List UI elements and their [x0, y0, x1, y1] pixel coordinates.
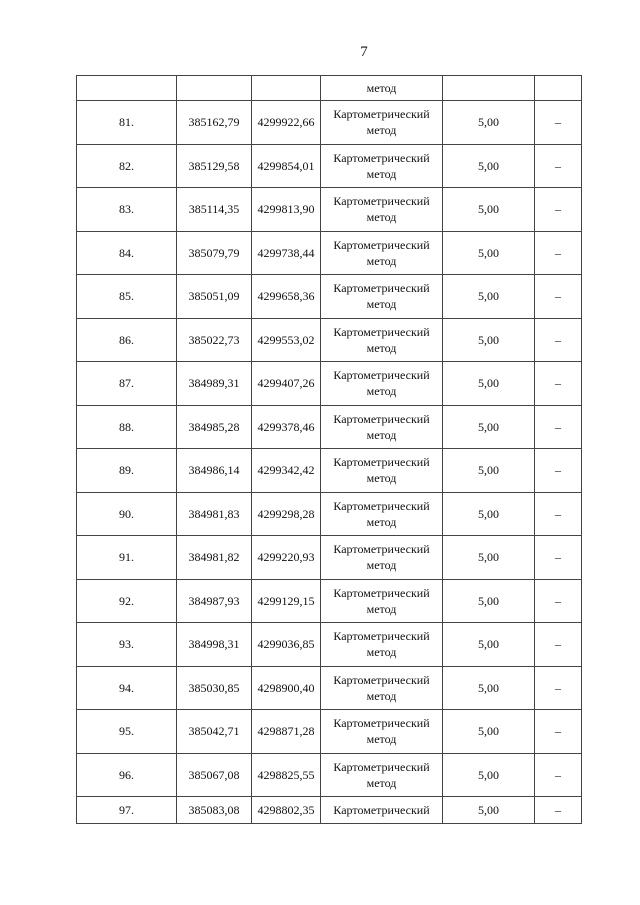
cell-x: 384981,82	[177, 536, 252, 580]
cell-number: 85.	[77, 275, 177, 319]
cell-x: 384987,93	[177, 579, 252, 623]
cell-accuracy: 5,00	[443, 579, 535, 623]
cell-number: 93.	[77, 623, 177, 667]
cell-method: Картометрический метод	[321, 492, 443, 536]
table-row	[77, 536, 582, 580]
cell-method: Картометрический метод	[321, 101, 443, 145]
cell-accuracy: 5,00	[443, 362, 535, 406]
cell-y: 4299738,44	[252, 231, 321, 275]
cell-note: –	[535, 449, 582, 493]
cell-y: 4299129,15	[252, 579, 321, 623]
cell-x: 385162,79	[177, 101, 252, 145]
cell-method: Картометрический метод	[321, 231, 443, 275]
cell-x: 384986,14	[177, 449, 252, 493]
table-row	[77, 666, 582, 710]
cell-x: 385129,58	[177, 144, 252, 188]
cell-number	[77, 76, 177, 101]
continuation-row	[77, 76, 582, 101]
table-row	[77, 188, 582, 232]
cell-note	[535, 76, 582, 101]
table-row	[77, 362, 582, 406]
cell-method: Картометрический метод	[321, 753, 443, 797]
table-row	[77, 623, 582, 667]
cell-y: 4298802,35	[252, 797, 321, 824]
cell-number: 90.	[77, 492, 177, 536]
cell-number: 89.	[77, 449, 177, 493]
coordinates-table	[76, 75, 582, 824]
cell-method: Картометрический метод	[321, 144, 443, 188]
cell-note: –	[535, 579, 582, 623]
table-row	[77, 101, 582, 145]
cell-y	[252, 76, 321, 101]
cell-accuracy: 5,00	[443, 623, 535, 667]
cell-accuracy: 5,00	[443, 666, 535, 710]
cell-y: 4299407,26	[252, 362, 321, 406]
cell-x: 385030,85	[177, 666, 252, 710]
cell-x: 385114,35	[177, 188, 252, 232]
cell-number: 95.	[77, 710, 177, 754]
cell-x: 384989,31	[177, 362, 252, 406]
cell-y: 4298825,55	[252, 753, 321, 797]
cell-x: 385083,08	[177, 797, 252, 824]
cell-x: 384981,83	[177, 492, 252, 536]
cell-note: –	[535, 275, 582, 319]
cell-x: 385051,09	[177, 275, 252, 319]
cell-accuracy: 5,00	[443, 405, 535, 449]
cell-x: 385042,71	[177, 710, 252, 754]
table-row	[77, 275, 582, 319]
page-number: 7	[360, 44, 368, 60]
cell-y: 4299036,85	[252, 623, 321, 667]
table-row	[77, 492, 582, 536]
table-row	[77, 710, 582, 754]
cell-note: –	[535, 144, 582, 188]
cell-accuracy: 5,00	[443, 275, 535, 319]
cell-accuracy: 5,00	[443, 449, 535, 493]
cell-accuracy: 5,00	[443, 231, 535, 275]
cell-note: –	[535, 101, 582, 145]
cell-note: –	[535, 492, 582, 536]
cell-accuracy: 5,00	[443, 101, 535, 145]
cell-y: 4299298,28	[252, 492, 321, 536]
cell-note: –	[535, 362, 582, 406]
cell-method: Картометрический метод	[321, 362, 443, 406]
table-row	[77, 318, 582, 362]
cell-method: Картометрический метод	[321, 536, 443, 580]
cell-y: 4299658,36	[252, 275, 321, 319]
cell-method: метод	[321, 76, 443, 101]
cell-note: –	[535, 536, 582, 580]
cell-number: 97.	[77, 797, 177, 824]
cell-note: –	[535, 231, 582, 275]
cell-y: 4299553,02	[252, 318, 321, 362]
cell-number: 83.	[77, 188, 177, 232]
table-row	[77, 797, 582, 824]
cell-accuracy: 5,00	[443, 710, 535, 754]
table-body	[77, 76, 582, 824]
cell-method: Картометрический метод	[321, 405, 443, 449]
cell-note: –	[535, 666, 582, 710]
cell-x: 385079,79	[177, 231, 252, 275]
table-row	[77, 144, 582, 188]
cell-note: –	[535, 623, 582, 667]
cell-note: –	[535, 318, 582, 362]
cell-number: 91.	[77, 536, 177, 580]
table-row	[77, 753, 582, 797]
cell-note: –	[535, 405, 582, 449]
cell-number: 94.	[77, 666, 177, 710]
cell-x: 384998,31	[177, 623, 252, 667]
cell-method: Картометрический метод	[321, 666, 443, 710]
cell-y: 4299378,46	[252, 405, 321, 449]
cell-method: Картометрический метод	[321, 623, 443, 667]
cell-y: 4299220,93	[252, 536, 321, 580]
cell-number: 81.	[77, 101, 177, 145]
cell-method: Картометрический метод	[321, 318, 443, 362]
cell-x: 385067,08	[177, 753, 252, 797]
cell-x: 385022,73	[177, 318, 252, 362]
cell-y: 4299813,90	[252, 188, 321, 232]
cell-number: 88.	[77, 405, 177, 449]
cell-y: 4298871,28	[252, 710, 321, 754]
cell-accuracy: 5,00	[443, 536, 535, 580]
cell-y: 4298900,40	[252, 666, 321, 710]
cell-x	[177, 76, 252, 101]
cell-accuracy	[443, 76, 535, 101]
table-row	[77, 449, 582, 493]
cell-note: –	[535, 753, 582, 797]
cell-number: 84.	[77, 231, 177, 275]
cell-method: Картометрический метод	[321, 449, 443, 493]
cell-y: 4299342,42	[252, 449, 321, 493]
cell-method: Картометрический метод	[321, 579, 443, 623]
cell-method: Картометрический метод	[321, 275, 443, 319]
table-row	[77, 579, 582, 623]
cell-accuracy: 5,00	[443, 492, 535, 536]
cell-accuracy: 5,00	[443, 318, 535, 362]
cell-note: –	[535, 710, 582, 754]
cell-y: 4299854,01	[252, 144, 321, 188]
cell-accuracy: 5,00	[443, 753, 535, 797]
cell-number: 96.	[77, 753, 177, 797]
table-row	[77, 405, 582, 449]
cell-y: 4299922,66	[252, 101, 321, 145]
table-row	[77, 231, 582, 275]
cell-method: Картометрический	[321, 797, 443, 824]
cell-method: Картометрический метод	[321, 710, 443, 754]
cell-method: Картометрический метод	[321, 188, 443, 232]
cell-number: 86.	[77, 318, 177, 362]
cell-number: 82.	[77, 144, 177, 188]
cell-note: –	[535, 797, 582, 824]
cell-note: –	[535, 188, 582, 232]
cell-x: 384985,28	[177, 405, 252, 449]
cell-accuracy: 5,00	[443, 188, 535, 232]
cell-number: 92.	[77, 579, 177, 623]
cell-number: 87.	[77, 362, 177, 406]
cell-accuracy: 5,00	[443, 797, 535, 824]
cell-accuracy: 5,00	[443, 144, 535, 188]
